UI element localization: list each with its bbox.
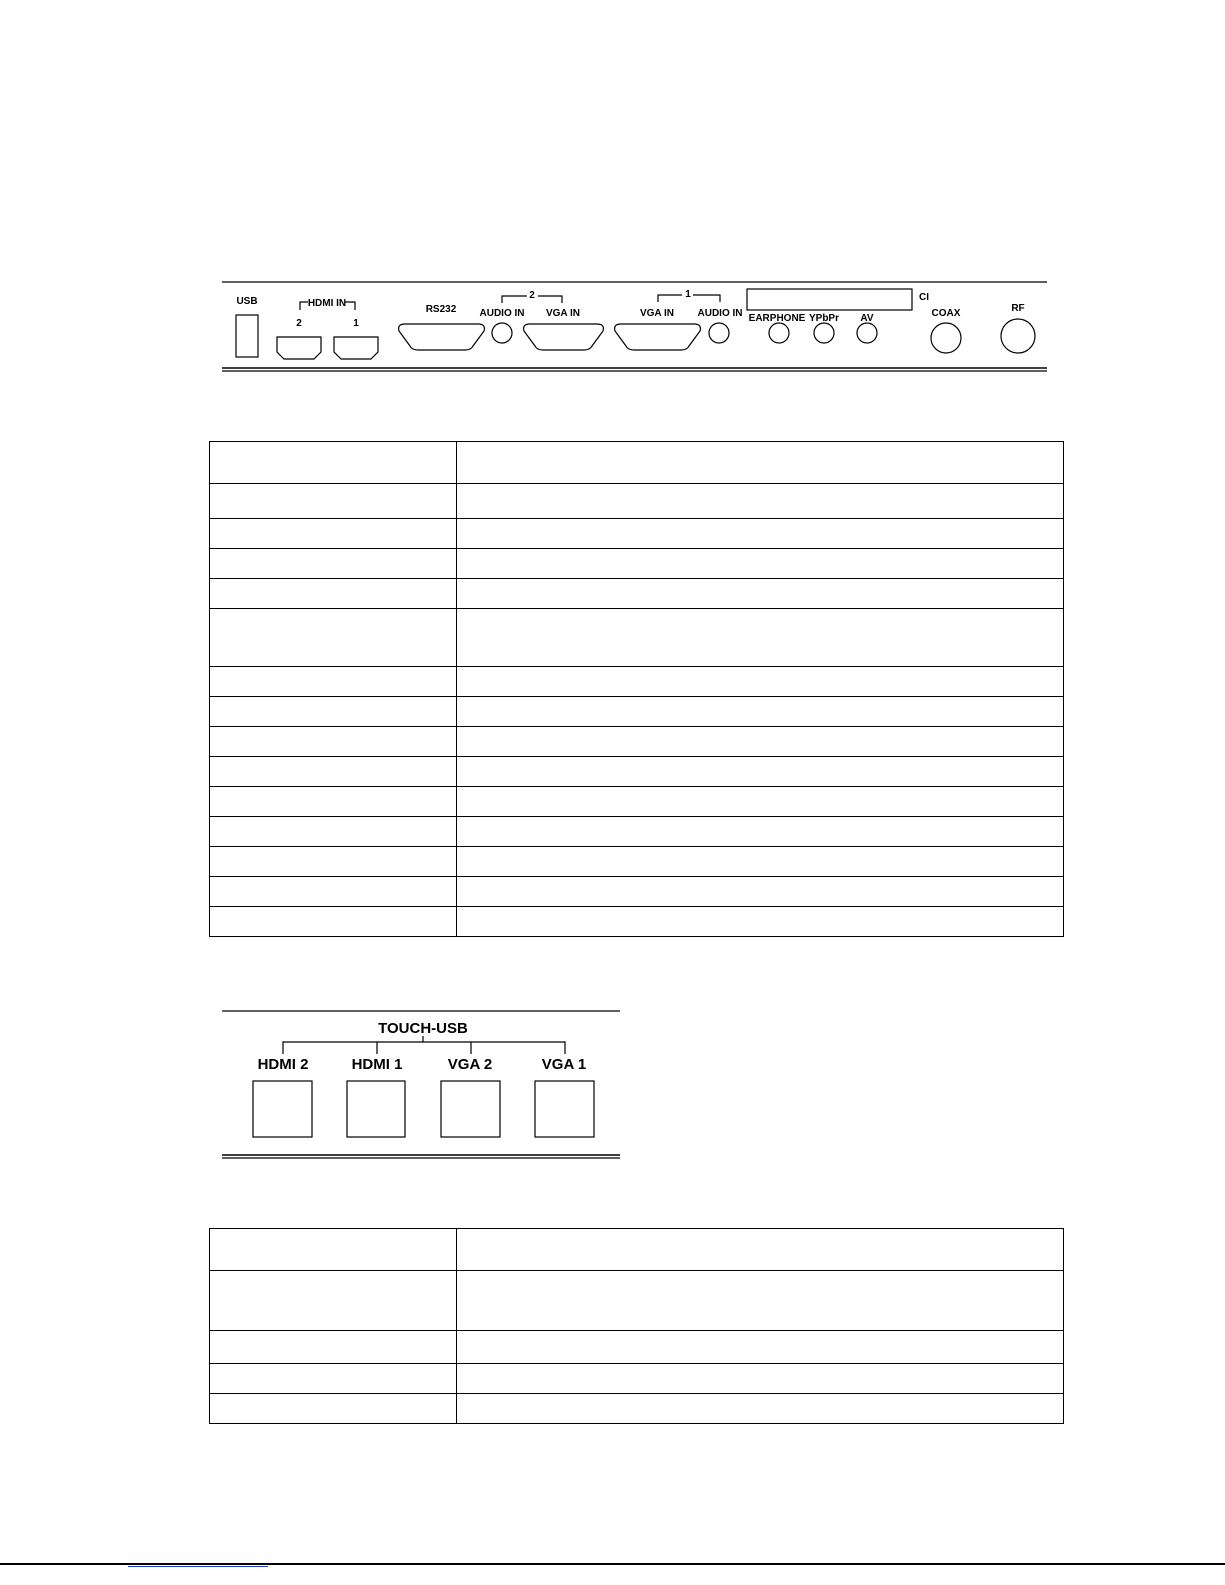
earphone-label: EARPHONE [748,313,806,324]
audio-in-1-jack [709,323,729,343]
table-cell [457,757,1064,787]
hdmi-1-label: 1 [353,318,359,329]
table-row [210,877,1064,907]
table-cell [457,1364,1064,1394]
vga-2-touch-button [441,1081,500,1137]
table-cell [457,817,1064,847]
table-row [210,817,1064,847]
table-row [210,667,1064,697]
table-cell [210,697,457,727]
table-cell [457,442,1064,484]
table-row [210,1271,1064,1331]
table-cell [457,787,1064,817]
table-cell [210,442,457,484]
table-row [210,484,1064,519]
audio-in-2-label: AUDIO IN [479,308,525,319]
page-footer-rule [0,1563,1225,1565]
table-cell [210,484,457,519]
table-cell [210,519,457,549]
table-cell [210,907,457,937]
table-cell [210,877,457,907]
ci-slot [747,289,912,310]
rf-jack [1001,319,1035,353]
connector-table-2 [209,1228,1064,1424]
usb-label: USB [236,296,258,307]
vga-2-button-label: VGA 2 [447,1056,493,1073]
hdmi-1-port [334,337,378,359]
table-cell [210,727,457,757]
group-1-label: 1 [685,289,691,300]
table-cell [457,549,1064,579]
table-row [210,609,1064,667]
table-cell [210,757,457,787]
rear-connector-panel [0,270,1225,380]
table-cell [457,847,1064,877]
ypbpr-jack [814,323,834,343]
rs232-label: RS232 [425,304,457,315]
hdmi-in-label: HDMI IN [307,298,347,309]
hdmi-1-touch-button [347,1081,405,1137]
table-cell [457,1271,1064,1331]
table-cell [210,817,457,847]
table-cell [457,484,1064,519]
footnote-rule [128,1566,268,1567]
table-row [210,907,1064,937]
coax-label: COAX [931,308,961,319]
audio-in-2-jack [492,323,512,343]
av-label: AV [860,313,874,324]
touch-usb-panel [0,1000,640,1170]
table-cell [457,697,1064,727]
table-row [210,1331,1064,1364]
table-row [210,1394,1064,1424]
ypbpr-label: YPbPr [808,313,840,324]
table-cell [457,579,1064,609]
table-cell [457,907,1064,937]
usb-port [236,315,258,357]
audio-in-1-label: AUDIO IN [697,308,743,319]
table-row [210,519,1064,549]
table-cell [457,727,1064,757]
table-cell [210,609,457,667]
group-2-label: 2 [529,290,535,301]
table-row [210,1364,1064,1394]
vga-1-button-label: VGA 1 [541,1056,587,1073]
table-cell [210,1271,457,1331]
table-cell [210,1394,457,1424]
vga-in-2-port [524,324,604,350]
table-row [210,757,1064,787]
ci-label: CI [919,292,929,303]
table-cell [210,1229,457,1271]
table-row [210,847,1064,877]
vga-in-2-label: VGA IN [545,308,581,319]
table-cell [210,1364,457,1394]
table-cell [210,549,457,579]
vga-1-touch-button [535,1081,594,1137]
table-cell [210,847,457,877]
table-row [210,442,1064,484]
table-row [210,697,1064,727]
table-cell [457,877,1064,907]
table-row [210,579,1064,609]
table-cell [457,1229,1064,1271]
table-cell [210,787,457,817]
earphone-jack [769,323,789,343]
table-cell [457,1394,1064,1424]
coax-jack [931,323,961,353]
rf-label: RF [1011,303,1025,314]
touch-usb-label: TOUCH-USB [378,1020,468,1037]
table-cell [457,1331,1064,1364]
table-row [210,1229,1064,1271]
vga-in-1-label: VGA IN [639,308,675,319]
hdmi-2-touch-button [253,1081,312,1137]
table-cell [457,667,1064,697]
rs232-port [399,324,485,350]
table-row [210,787,1064,817]
table-cell [457,609,1064,667]
table-cell [210,1331,457,1364]
connector-table-1 [209,441,1064,937]
hdmi-2-button-label: HDMI 2 [257,1056,309,1073]
av-jack [857,323,877,343]
hdmi-1-button-label: HDMI 1 [351,1056,403,1073]
table-row [210,727,1064,757]
vga-in-1-port [615,324,701,350]
hdmi-2-port [277,337,321,359]
table-cell [210,579,457,609]
table-cell [457,519,1064,549]
hdmi-2-label: 2 [296,318,302,329]
table-cell [210,667,457,697]
table-row [210,549,1064,579]
